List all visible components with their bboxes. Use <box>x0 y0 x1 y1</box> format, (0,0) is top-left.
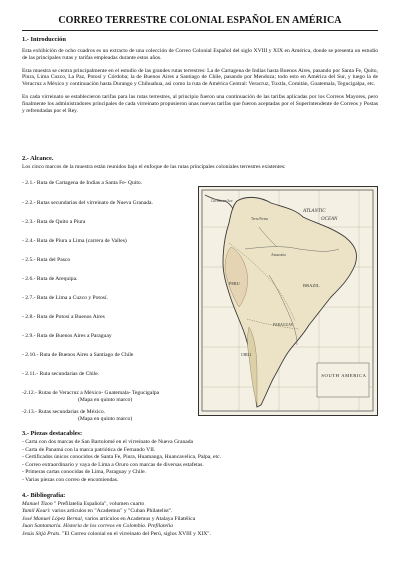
map-note: (Mapa en quinto marco) <box>78 416 133 422</box>
route-item: - 2.7.- Ruta de Lima a Cuzco y Potosí. <box>22 295 108 301</box>
map-label-paraguay: PARAGUAY <box>273 323 294 327</box>
intro-heading: 1.- Introducción <box>22 36 66 43</box>
bibliografia-list <box>22 501 378 538</box>
alcance-intro: Los cinco marcos de la muestra están reunidos bajo el enfoque de las rutas principales coloniales terrestres existentes: <box>22 164 286 170</box>
list-item: - Certificados únicos conocidos de Santa Fe, Piura, Huamanga, Huancavelica, Palpa, etc. <box>22 454 221 461</box>
map-label-peru: PERU <box>229 281 240 286</box>
list-item: - Primeras cartas conocidas de Lima, Paraguay y Chile. <box>22 469 146 476</box>
map-label-atlantic: ATLANTIC <box>303 209 326 214</box>
alcance-heading: 2.- Alcance. <box>22 155 54 162</box>
bib-author: Juan Santamaría. Historia de los correos en Colombia. Prefilatelia <box>22 523 173 530</box>
map-label-caribbean: Caribbean Sea <box>211 199 233 203</box>
bib-title: " Prefilatelia Española", volumen cuarto <box>52 501 145 507</box>
bib-entry <box>22 523 378 530</box>
map-title-cartouche: SOUTH AMERICA <box>321 373 367 378</box>
bib-title: . "El Correo colonial en el virreinato del Perú, siglos XVIII y XIX". <box>59 530 211 537</box>
map-label-terra-firma: Terra Firma <box>251 217 269 221</box>
route-item: - 2.3.- Ruta de Quito a Piura <box>22 219 86 225</box>
route-item: -2.13.- Rutas secundarias de México. <box>22 409 106 415</box>
route-item: - 2.10.- Ruta de Buenos Aires a Santiago de Chile <box>22 352 134 358</box>
list-item: - Correo extraordinario y vaya de Lima a Oruro con marcas de diversas estafetas. <box>22 461 204 468</box>
title-rule <box>22 30 378 31</box>
intro-section <box>22 48 378 115</box>
map-label-chili: CHILI <box>241 353 252 357</box>
bib-author: Manuel Tizon <box>22 501 53 507</box>
route-item: - 2.8.- Ruta de Potosí a Buenos Aires <box>22 314 105 320</box>
list-item: - Carta con dos marcas de San Bartolomé en el virreinato de Nueva Granada <box>22 439 194 445</box>
bib-author: Jesús Sitjà Prats <box>22 530 60 537</box>
map-drawing <box>199 187 376 414</box>
bib-author: Yamil Kouri <box>22 508 49 515</box>
route-item: - 2.6.- Ruta de Arequipa. <box>22 276 78 282</box>
bib-entry <box>22 508 378 515</box>
route-item: - 2.2.- Rutas secundarias del virreinato de Nueva Granada. <box>22 200 153 206</box>
map-label-brazil: BRAZIL <box>303 283 320 288</box>
intro-paragraph-1: Esta exhibición de ocho cuadros es un extracto de una colección de Correo Colonial Español del siglo XVIII y XIX en América, donde se presenta un estudio de las principales rutas y tarifas empleadas durante estos años. <box>22 48 378 61</box>
intro-paragraph-2: Esta muestra se centra principalmente en el estudio de las grandes rutas terrestres: La de Cartagena de Indias hasta Buenos Aires, pasando por Santa Fe, Quito, Piura, Lima Cuzco, La Paz, Potosí y Córdoba; la de Buenos Aires a Santiago de Chile, pasando por Mendoza; todo esto en América del Sur, y luego la de Veracruz a México y continuación hasta Durango y Chihuahua, así como la ruta de América Central: Veracruz, Tuxtla, Comitán, Guatemala, Tegucigalpa, etc. <box>22 67 378 88</box>
bib-entry <box>22 531 378 538</box>
route-item: -2.12.- Rutas de Veracruz a México- Guatemala- Tegucigalpa <box>22 390 160 396</box>
south-america-map <box>198 186 378 416</box>
route-item: - 2.4.- Ruta de Piura a Lima (carrera de Valles) <box>22 238 127 244</box>
map-label-ocean: OCEAN <box>321 217 338 222</box>
bib-entry <box>22 501 378 508</box>
route-item: - 2.5.- Ruta del Pasco <box>22 257 71 263</box>
route-item: - 2.1.- Ruta de Cartagena de Indias a Santa Fe- Quito. <box>22 180 143 186</box>
page-title: CORREO TERRESTRE COLONIAL ESPAÑOL EN AMÉRICA <box>58 15 342 26</box>
map-note: (Mapa en quinto marco) <box>78 397 133 403</box>
bib-title: , varios artículos en Academus y Atalaya Filatélica <box>81 515 196 522</box>
piezas-list <box>22 439 378 484</box>
bib-author: José Manuel López Bernal <box>22 515 82 522</box>
route-item: - 2.11.- Ruta secundarias de Chile. <box>22 371 100 377</box>
piezas-heading: 3.- Piezas destacables: <box>22 430 83 437</box>
list-item: - Varias piezas con correo de encomiendas. <box>22 476 119 483</box>
list-item: - Carta de Panamá con la marca patriótica de Fernando VII. <box>22 446 156 453</box>
intro-paragraph-3: En cada virreinato se establecieron tarifas para las rutas terrestres, al principio fueron una continuación de las tarifas aplicadas por los Correos Mayores, pero finalmente los administradores principales de cada virreinato propusieron unas nuevas tarifas que fueron aceptadas por el Superintendente de Correos y Postas y refrendadas por el Rey. <box>22 94 378 114</box>
map-label-amazonia: Amazonia <box>271 253 286 257</box>
bib-title: : varios artículos en "Academus" y "Cuban Philatelist". <box>49 508 173 515</box>
bibliografia-heading: 4.- Bibliografía: <box>22 492 66 499</box>
route-item: - 2.9.- Ruta de Buenos Aires a Paraguay <box>22 333 112 339</box>
